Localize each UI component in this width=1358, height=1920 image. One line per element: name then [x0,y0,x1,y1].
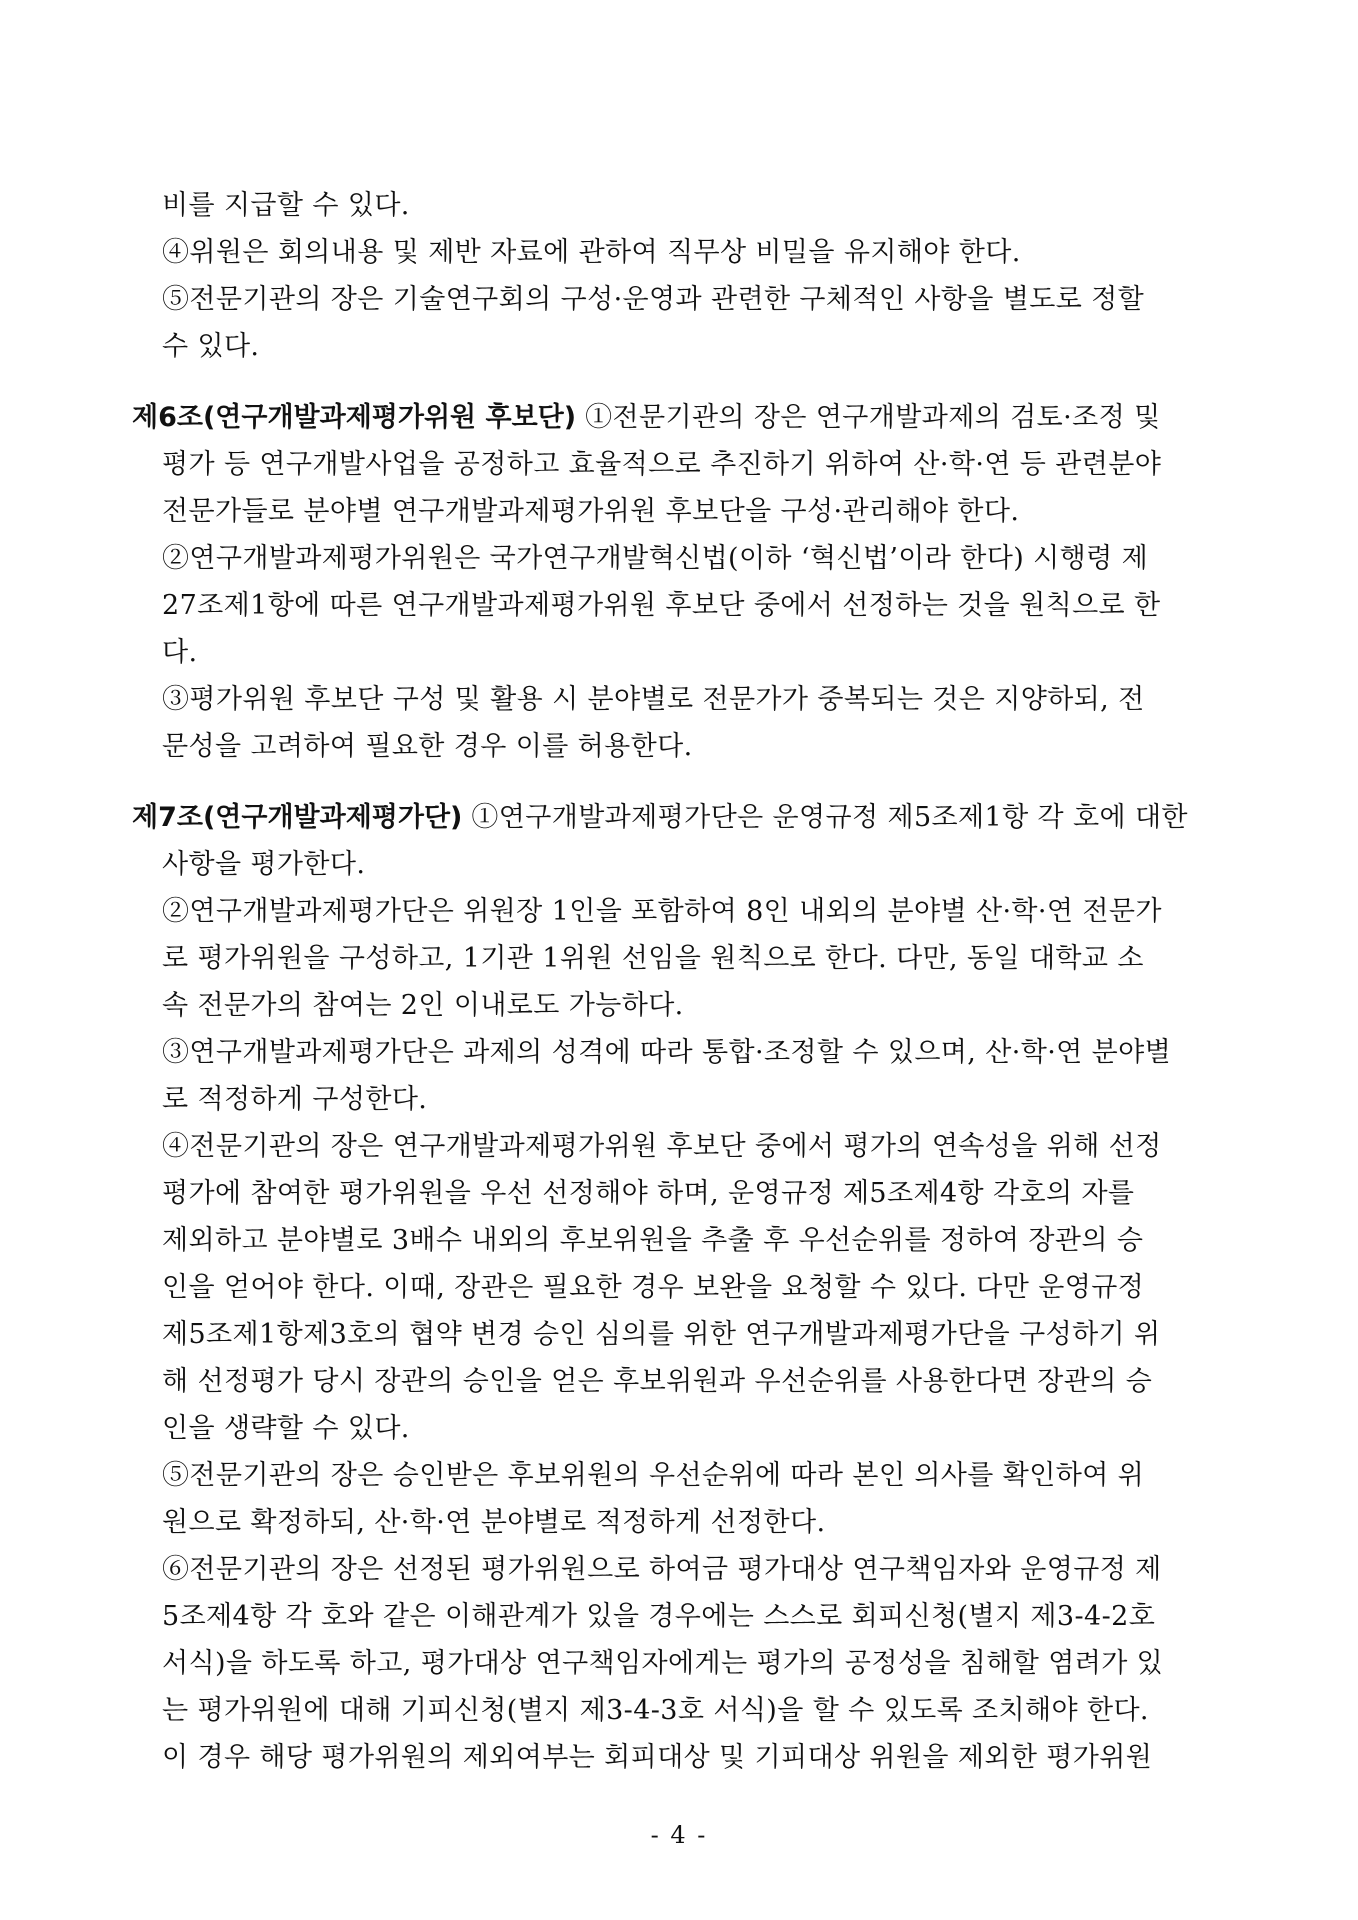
text-line: 제5조제1항제3호의 협약 변경 승인 심의를 위한 연구개발과제평가단을 구성하기 위 [162,1319,1161,1350]
text-line: ③평가위원 후보단 구성 및 활용 시 분야별로 전문가가 중복되는 것은 지양하되, 전 [162,684,1145,715]
text-line: 평가에 참여한 평가위원을 우선 선정해야 하며, 운영규정 제5조제4항 각호의 자를 [162,1178,1135,1209]
article-6-first-clause: ①전문기관의 장은 연구개발과제의 검토·조정 및 [576,402,1161,433]
article-6-heading-line [0,400,1358,436]
text-line: 인을 얻어야 한다. 이때, 장관은 필요한 경우 보완을 요청할 수 있다. 다만 운영규정 [162,1272,1145,1303]
text-line: ③연구개발과제평가단은 과제의 성격에 따라 통합·조정할 수 있으며, 산·학·연 분야별 [162,1037,1172,1068]
text-line: 속 전문가의 참여는 2인 이내로도 가능하다. [162,990,684,1021]
text-line: 제외하고 분야별로 3배수 내외의 후보위원을 추출 후 우선순위를 정하여 장관의 승 [162,1225,1144,1256]
text-line: ⑤전문기관의 장은 기술연구회의 구성·운영과 관련한 구체적인 사항을 별도로 정할 [162,284,1145,315]
text-line: 전문가들로 분야별 연구개발과제평가위원 후보단을 구성·관리해야 한다. [162,496,1020,527]
text-line: 원으로 확정하되, 산·학·연 분야별로 적정하게 선정한다. [162,1507,826,1538]
text-line: 평가 등 연구개발사업을 공정하고 효율적으로 추진하기 위하여 산·학·연 등 관련분야 [162,449,1162,480]
text-line: 문성을 고려하여 필요한 경우 이를 허용한다. [162,731,693,762]
text-line: 서식)을 하도록 하고, 평가대상 연구책임자에게는 평가의 공정성을 침해할 염려가 있 [162,1648,1164,1679]
text-line: ②연구개발과제평가위원은 국가연구개발혁신법(이하 ‘혁신법’이라 한다) 시행령 제 [162,543,1149,574]
article-7-first-clause: ①연구개발과제평가단은 운영규정 제5조제1항 각 호에 대한 [462,802,1188,833]
text-line: 비를 지급할 수 있다. [162,190,410,221]
text-line: 는 평가위원에 대해 기피신청(별지 제3-4-3호 서식)을 할 수 있도록 조치해야 한다. [162,1695,1149,1726]
text-line: 사항을 평가한다. [162,849,366,880]
text-line: 27조제1항에 따른 연구개발과제평가위원 후보단 중에서 선정하는 것을 원칙으로 한 [162,590,1161,621]
article-7-title: 제7조(연구개발과제평가단) [132,802,463,833]
text-line: ②연구개발과제평가단은 위원장 1인을 포함하여 8인 내외의 분야별 산·학·연 전문가 [162,896,1162,927]
text-line: ④위원은 회의내용 및 제반 자료에 관하여 직무상 비밀을 유지해야 한다. [162,237,1021,268]
article-7-heading-line [0,800,1358,836]
text-line: ④전문기관의 장은 연구개발과제평가위원 후보단 중에서 평가의 연속성을 위해 선정 [162,1131,1162,1162]
article-6-title: 제6조(연구개발과제평가위원 후보단) [132,402,577,433]
page-number: - 4 - [650,1821,708,1849]
text-line: 로 평가위원을 구성하고, 1기관 1위원 선임을 원칙으로 한다. 다만, 동일 대학교 소 [162,943,1144,974]
text-line: 이 경우 해당 평가위원의 제외여부는 회피대상 및 기피대상 위원을 제외한 평가위원 [162,1742,1153,1773]
text-line: ⑤전문기관의 장은 승인받은 후보위원의 우선순위에 따라 본인 의사를 확인하여 위 [162,1460,1145,1491]
text-line: 다. [162,637,198,668]
text-line: ⑥전문기관의 장은 선정된 평가위원으로 하여금 평가대상 연구책임자와 운영규정 제 [162,1554,1162,1585]
text-line: 로 적정하게 구성한다. [162,1084,428,1115]
text-line: 해 선정평가 당시 장관의 승인을 얻은 후보위원과 우선순위를 사용한다면 장관의 승 [162,1366,1153,1397]
text-line: 인을 생략할 수 있다. [162,1413,410,1444]
text-line: 수 있다. [162,331,260,362]
text-line: 5조제4항 각 호와 같은 이해관계가 있을 경우에는 스스로 회피신청(별지 제3-4-2호 [162,1601,1156,1632]
